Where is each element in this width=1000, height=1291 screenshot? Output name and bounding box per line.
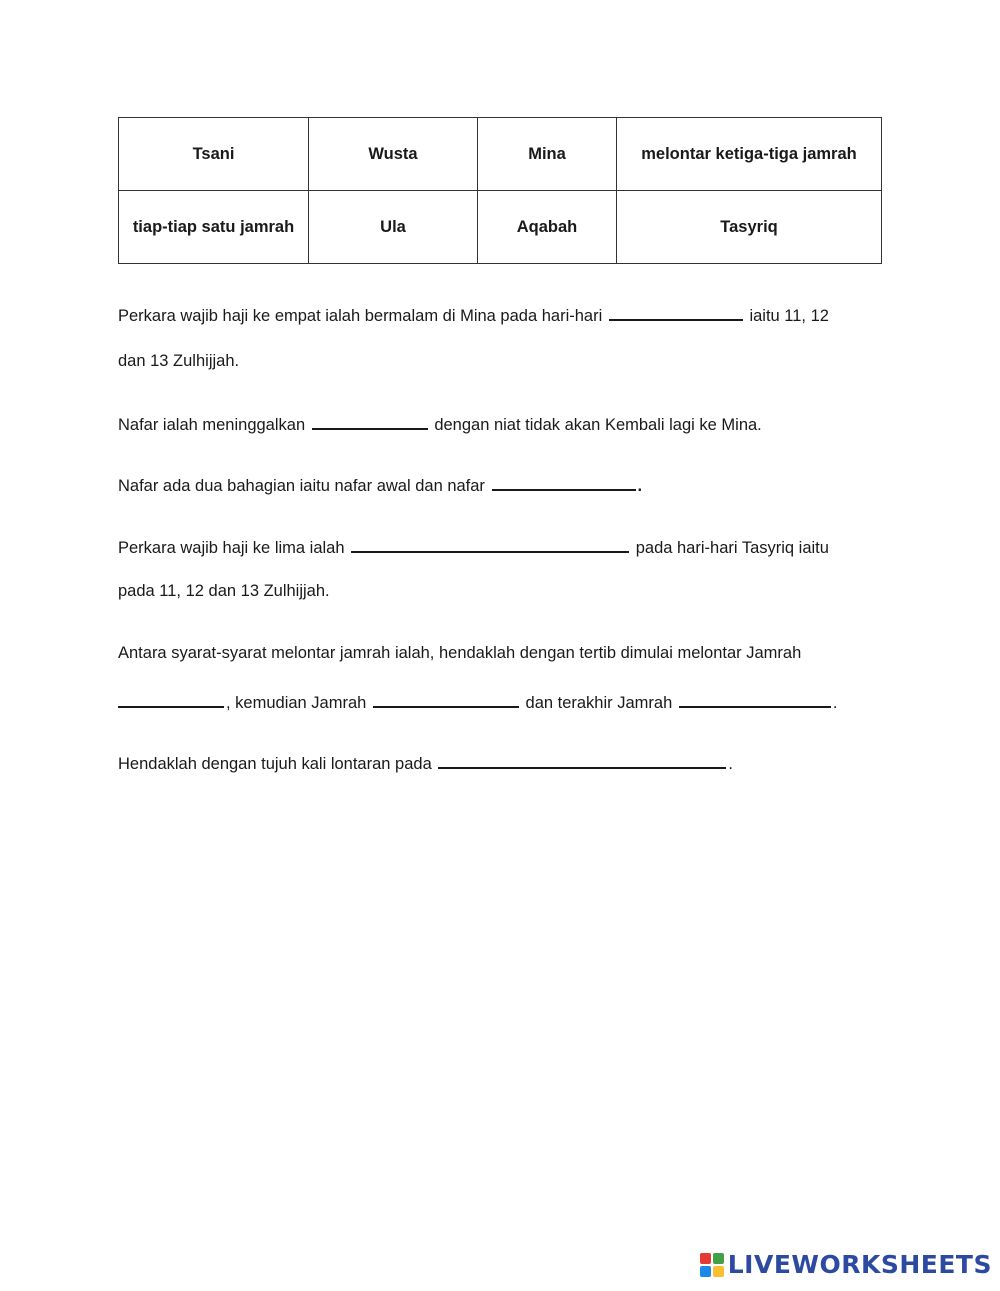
word-bank-cell[interactable]: Aqabah <box>478 191 617 264</box>
question-6-answer-blank[interactable] <box>438 753 726 769</box>
brand-name: LIVEWORKSHEETS <box>727 1250 992 1279</box>
question-4-text-before: Perkara wajib haji ke lima ialah <box>118 539 345 557</box>
question-6-text-before: Hendaklah dengan tujuh kali lontaran pada <box>118 755 432 773</box>
question-5-text-part-1: , kemudian Jamrah <box>226 694 367 712</box>
question-1-line-1 <box>118 305 829 325</box>
word-bank-row <box>119 191 882 264</box>
word-bank-cell[interactable]: Wusta <box>309 118 478 191</box>
word-bank-cell[interactable]: Tsani <box>119 118 309 191</box>
logo-square-icon <box>700 1253 711 1264</box>
logo-square-icon <box>700 1266 711 1277</box>
question-3-text-before: Nafar ada dua bahagian iaitu nafar awal dan nafar <box>118 477 485 495</box>
word-bank-cell[interactable]: Ula <box>309 191 478 264</box>
logo-square-icon <box>713 1253 724 1264</box>
question-5-line-2 <box>118 692 837 712</box>
question-4-answer-blank[interactable] <box>351 537 629 553</box>
question-5-answer-blank-1[interactable] <box>118 692 224 708</box>
word-bank-cell[interactable]: tiap-tiap satu jamrah <box>119 191 309 264</box>
question-2 <box>118 414 762 434</box>
question-1-text-before: Perkara wajib haji ke empat ialah bermalam di Mina pada hari-hari <box>118 307 603 325</box>
question-5-line-1: Antara syarat-syarat melontar jamrah ialah, hendaklah dengan tertib dimulai melontar Jamrah <box>118 644 802 662</box>
question-3-text-after: . <box>637 477 643 495</box>
question-4-text-after: pada hari-hari Tasyriq iaitu <box>635 539 829 557</box>
word-bank-cell[interactable]: Mina <box>478 118 617 191</box>
question-1-line-2: dan 13 Zulhijjah. <box>118 352 240 370</box>
question-3 <box>118 475 642 495</box>
question-5-text-end: . <box>832 694 838 712</box>
question-2-answer-blank[interactable] <box>312 414 428 430</box>
word-bank-cell[interactable]: Tasyriq <box>617 191 882 264</box>
question-5-answer-blank-2[interactable] <box>373 692 519 708</box>
logo-icon <box>700 1253 724 1277</box>
question-2-text-before: Nafar ialah meninggalkan <box>118 416 306 434</box>
word-bank-table <box>118 117 882 264</box>
question-5-answer-blank-3[interactable] <box>679 692 831 708</box>
logo-square-icon <box>713 1266 724 1277</box>
question-1-text-after: iaitu 11, 12 <box>749 307 829 325</box>
question-3-answer-blank[interactable] <box>492 475 636 491</box>
liveworksheets-logo[interactable] <box>700 1250 992 1279</box>
question-2-text-after: dengan niat tidak akan Kembali lagi ke Mina. <box>434 416 762 434</box>
word-bank-cell[interactable]: melontar ketiga-tiga jamrah <box>617 118 882 191</box>
question-4-line-1 <box>118 537 829 557</box>
word-bank-row <box>119 118 882 191</box>
question-6 <box>118 753 733 773</box>
question-5-text-part-2: dan terakhir Jamrah <box>525 694 673 712</box>
question-4-line-2: pada 11, 12 dan 13 Zulhijjah. <box>118 582 330 600</box>
question-6-text-after: . <box>728 755 733 773</box>
question-1-answer-blank[interactable] <box>609 305 743 321</box>
